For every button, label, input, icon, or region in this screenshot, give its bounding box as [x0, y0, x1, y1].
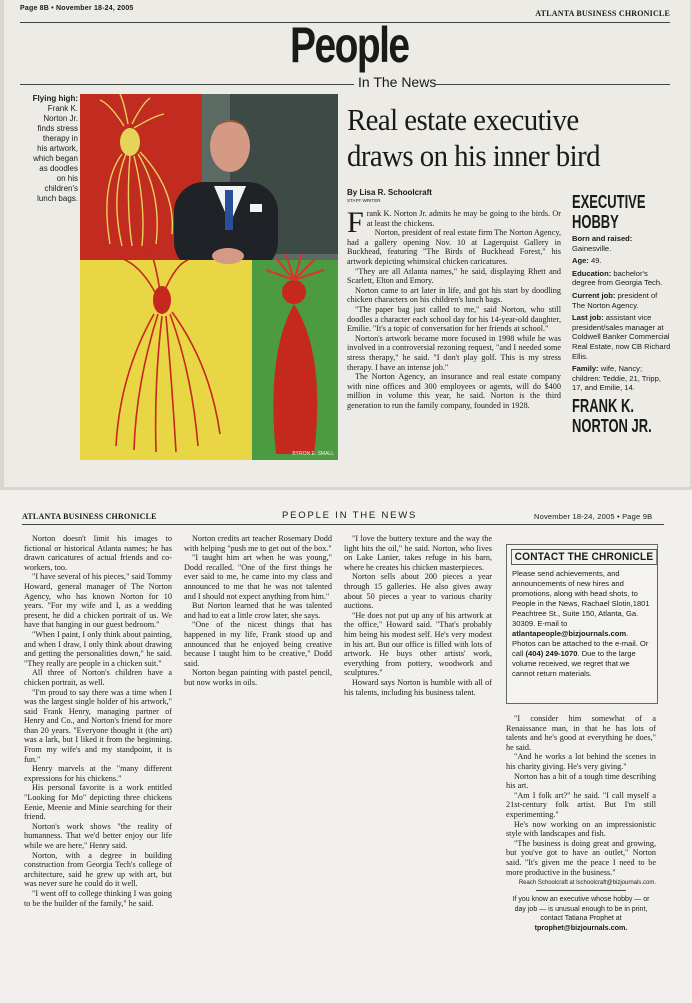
profile-name-line: NORTON JR.	[572, 415, 652, 436]
article-paragraph: Norton has a bit of a tough time describing his art.	[506, 771, 656, 791]
article-paragraph: "Am I folk art?" he said. "I call myself a 21st-century folk artist. But I'm still experimenting."	[506, 790, 656, 819]
reporter-contact: Reach Schoolcraft at lschoolcraft@bizjournals.com.	[518, 880, 656, 887]
caption-line: children's	[44, 184, 78, 193]
sidebar-fact	[572, 256, 672, 266]
contact-text: Please send achievements, and announcements of new hires and promotions, along with head shots, to People in the News, Rachael Slotin,1801 Peachtree St., Suite 150, Atlanta, Ga. 30309. E-mail to	[512, 569, 650, 628]
article-paragraph: Norton came to art later in life, and got his start by doodling chicken characters on his children's lunch bags.	[347, 285, 561, 305]
contact-box	[506, 544, 658, 704]
article-column-3	[344, 534, 492, 697]
headline-line: Real estate executive	[347, 102, 579, 137]
caption-line: his artwork,	[37, 144, 78, 153]
article-paragraph: "And he works a lot behind the scenes in his charity giving. He's very giving."	[506, 752, 656, 771]
sidebar-fact	[572, 313, 672, 361]
headline-line: draws on his inner bird	[347, 138, 601, 173]
byline: By Lisa R. Schoolcraft	[347, 188, 432, 197]
bottom-page-header-left: ATLANTA BUSINESS CHRONICLE	[22, 512, 157, 521]
section-title: People	[290, 17, 409, 73]
article-photo	[80, 94, 338, 460]
caption-line: finds stress	[37, 124, 78, 133]
headline	[347, 102, 600, 174]
article-paragraph: "He does not put up any of his artwork at the office," Howard said. "That's probably him being his modest self. He's very modest in his art. But our office is filled with lots of artwork. He buys other artists' work, everything from pottery, woodwork and sculptures."	[344, 610, 492, 678]
sidebar-title-line: EXECUTIVE	[572, 192, 646, 212]
sidebar-title	[572, 192, 644, 232]
photo-illustration	[80, 94, 338, 460]
article-paragraph: "When I paint, I only think about painting, and when I draw, I only think about drawing and getting the personalities down," he said. "They really are people in a chicken suit."	[24, 629, 172, 668]
article-paragraph: Norton sells about 200 pieces a year through 15 galleries. He also gives away about 50 pieces a year to various charity auctions.	[344, 572, 492, 611]
caption-line: as doodles	[39, 164, 78, 173]
article-paragraph: "The business is doing great and growing, but you've got to have an outlet," Norton said. "It's given me the peace I need to be more productive in the business."	[506, 838, 656, 877]
fact-label: Education:	[572, 268, 612, 278]
fact-value: 49.	[591, 256, 602, 266]
article-paragraph: Howard says Norton is humble with all of his talents, including his business talent.	[344, 677, 492, 697]
sidebar-fact	[572, 291, 672, 310]
contact-text: . Due to the large volume received, we regret that we cannot return materials.	[512, 649, 636, 678]
sidebar-fact	[572, 269, 672, 288]
article-paragraph: "They are all Atlanta names," he said, displaying Rhett and Scarlett, Elton and Emory.	[347, 266, 561, 286]
article-paragraph: "I have several of his pieces," said Tommy Howard, general manager of The Norton Agency, who has known Norton for 10 years. "For my wife and I, as a wedding present, he did a chicken portrait of us. We have that hanging in our guest bedroom."	[24, 572, 172, 630]
sidebar-facts	[572, 234, 672, 393]
tip-rule	[536, 890, 626, 891]
sidebar-fact	[572, 364, 672, 393]
bottom-page-header-center: PEOPLE IN THE NEWS	[282, 510, 418, 521]
executive-hobby-sidebar	[572, 192, 672, 436]
article-paragraph: All three of Norton's children have a chicken portrait, as well.	[24, 668, 172, 687]
fact-label: Last job:	[572, 313, 604, 323]
contact-phone: (404) 249-1070	[525, 649, 578, 658]
profile-name-line: FRANK K.	[572, 395, 634, 416]
article-paragraph: His personal favorite is a work entitled "Looking for Mo" depicting three chickens Eenie, Meenie and Minie searching for their friend.	[24, 783, 172, 822]
article-paragraph: But Norton learned that he was talented and had to eat a little crow later, she says.	[184, 601, 332, 620]
article-paragraph: "I consider him somewhat of a Renaissance man, in that he has lots of talents and he's good at everything he does," he said.	[506, 714, 656, 752]
caption-line: on his	[56, 174, 78, 183]
fact-value: assistant vice president/sales manager at Coldwell Banker Commercial Real Estate, now CB Richard Ellis.	[572, 313, 671, 361]
article-column-4	[506, 714, 656, 932]
photo-caption	[20, 94, 78, 204]
sidebar-title-line: HOBBY	[572, 212, 619, 232]
article-paragraph: Norton, president of real estate firm The Norton Agency, had a gallery opening Nov. 10 at Lagerquist Gallery in Buckhead, featuring "The Birds of Buckhead Forest," his artwork depicting whimsical chicken caricatures.	[347, 228, 561, 266]
article-paragraph: "I love the buttery texture and the way the light hits the oil," he said. Norton, who lives on Lake Lanier, takes refuge in his barn, where he creates his chicken masterpieces.	[344, 534, 492, 572]
fact-label: Born and raised:	[572, 234, 633, 243]
tip-text: If you know an executive whose hobby — or day job — is unusual enough to be in print, contact Tatiana Prophet at	[512, 896, 650, 922]
contact-box-body	[512, 569, 652, 679]
article-paragraph: Norton began painting with pastel pencil, but now works in oils.	[184, 668, 332, 687]
article-paragraph: Norton credits art teacher Rosemary Dodd with helping "push me to get out of the box."	[184, 534, 332, 553]
article-body	[347, 206, 561, 410]
caption-line: Norton Jr.	[43, 114, 78, 123]
contact-box-title: CONTACT THE CHRONICLE	[511, 549, 657, 565]
byline-role: STAFF WRITER	[347, 198, 381, 203]
fact-label: Age:	[572, 256, 589, 266]
title-rule-left	[20, 84, 354, 85]
fact-value: Gainesville.	[572, 243, 612, 253]
title-rule-right	[436, 84, 670, 85]
contact-text: . Photos can be attached to the e-mail. Or call	[512, 629, 649, 658]
photo-credit: BYRON E. SMALL	[292, 451, 334, 457]
bottom-page-header-right: November 18-24, 2005 • Page 9B	[534, 512, 653, 521]
article-paragraph: The Norton Agency, an insurance and real estate company with nine offices and 300 employees or agents, will do $400 million in volume this year, he said. Norton is the third generation to run the family company, founded in 1928.	[347, 372, 561, 410]
caption-line: Frank K.	[47, 104, 78, 113]
sidebar-fact	[572, 234, 672, 253]
bottom-header-rule	[22, 524, 664, 525]
article-column-2	[184, 534, 332, 688]
bottom-newspaper-page	[0, 490, 692, 1003]
article-paragraph: Norton doesn't limit his images to fictional or historical Atlanta names; he has drawn caricatures of actual friends and co-workers, too.	[24, 534, 172, 572]
caption-line: lunch bags.	[37, 194, 78, 203]
top-page-header-right: ATLANTA BUSINESS CHRONICLE	[535, 9, 670, 18]
fact-label: Current job:	[572, 290, 616, 300]
article-column-1	[24, 534, 172, 908]
fact-value: bachelor's degree from Georgia Tech.	[572, 268, 663, 288]
article-paragraph: Norton's artwork became more focused in 1998 while he was involved in a controversial rezoning request, "and I needed some stress therapy," he said. "I don't play golf. This is my stress therapy. I have an intense job."	[347, 333, 561, 372]
fact-label: Family:	[572, 364, 599, 374]
article-paragraph: rank K. Norton Jr. admits he may be going to the birds. Or at least the chickens.	[366, 209, 561, 228]
caption-line: therapy in	[42, 134, 78, 143]
fact-value: president of The Norton Agency.	[572, 290, 658, 310]
top-newspaper-page	[4, 0, 690, 487]
drop-cap: F	[347, 206, 364, 239]
fact-value: wife, Nancy; children: Teddie, 21, Tripp, 17, and Emilie, 14.	[572, 364, 661, 393]
top-page-header-left: Page 8B • November 18-24, 2005	[20, 5, 134, 12]
section-subtitle: In The News	[358, 74, 437, 90]
article-paragraph: "I taught him art when he was young," Dodd recalled. "One of the first things he ever said to me, he came into my class and announced to me that he was not talented and I should not expect anything from him."	[184, 553, 332, 601]
contact-email-link[interactable]: atlantapeople@bizjournals.com	[512, 629, 627, 638]
caption-line: which began	[33, 154, 78, 163]
article-paragraph: "I went off to college thinking I was going to be the builder of the family," he said.	[24, 888, 172, 908]
article-paragraph: Norton's work shows "the reality of humanness. That we'd better enjoy our life while we are here," Henry said.	[24, 821, 172, 850]
article-paragraph: "I'm proud to say there was a time when I was the largest single holder of his artwork," said Frank Henry, managing partner of Henry and Co., and Norton's friend for more than 20 years. "Everyone thought it (the art) was a lark, but I liked it from the beginning. From my wife's and my standpoint, it is fun."	[24, 687, 172, 764]
profile-name	[572, 395, 652, 436]
article-paragraph: He's now working on an impressionistic style with landscapes and fish.	[506, 819, 656, 839]
article-paragraph: "The paper bag just called to me," said Norton, who still doodles a character each school day for his 14-year-old daughter, Emilie. "It's a topic of conversation for her friends at school."	[347, 304, 561, 334]
article-paragraph: Henry marvels at the "many different expressions for his chickens."	[24, 764, 172, 783]
article-paragraph: "One of the nicest things that has happened in my life, Frank stood up and announced that he enjoyed being creative because I taught him to be creative," Dodd said.	[184, 620, 332, 668]
tip-email-link[interactable]: tprophet@bizjournals.com.	[534, 923, 628, 933]
article-paragraph: Norton, with a degree in building construction from Georgia Tech's college of architecture, said he grew up with art, but was never sure he could do it well.	[24, 850, 172, 889]
caption-lead: Flying high:	[32, 94, 78, 103]
